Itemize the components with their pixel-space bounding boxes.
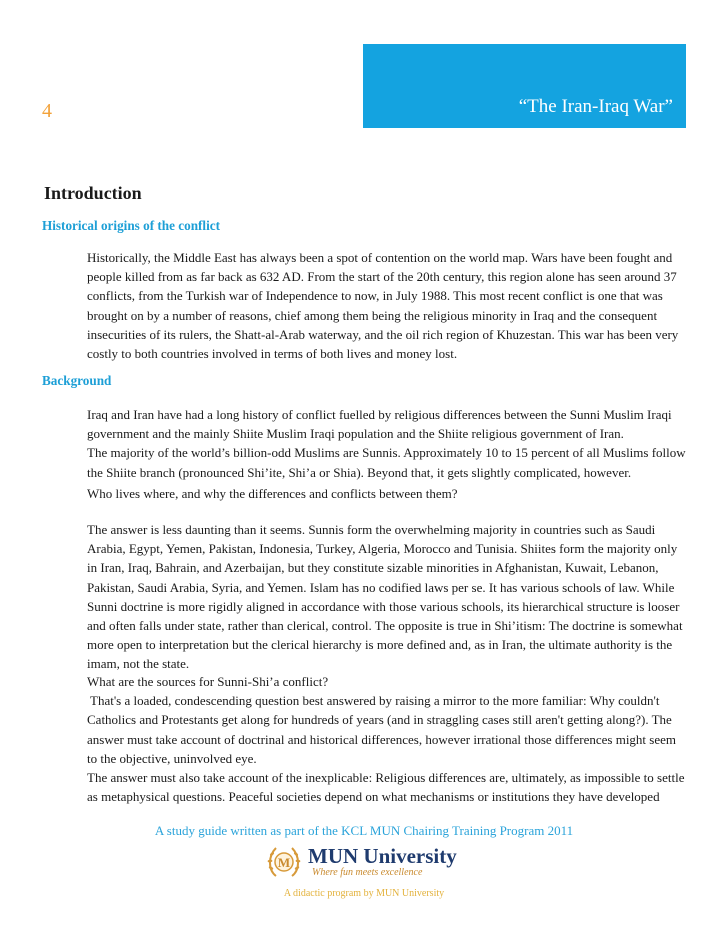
- text-line: Who lives where, and why the differences and conflicts between them?: [87, 486, 458, 501]
- text-line: in Iran, Iraq, Bahrain, and Azerbaijan, but they constitute sizable minorities in Afghanistan, Kuwait, Lebanon,: [87, 560, 659, 576]
- text-line: imam, not the state.: [87, 656, 190, 672]
- paragraph-historical-origins: [87, 248, 687, 363]
- text-line: brought on by a number of reasons, chief among them being the religious minority in Iraq and the consequent: [87, 307, 658, 323]
- footer-didactic-note: A didactic program by MUN University: [283, 888, 445, 899]
- text-line: people killed from as far back as 632 AD. From the start of the 20th century, this region alone has seen around 37: [87, 269, 677, 285]
- laurel-emblem-icon: [264, 842, 304, 882]
- text-line: Iraq and Iran have had a long history of conflict fuelled by religious differences between the Sunni Muslim Iraqi: [87, 407, 672, 422]
- text-line: Catholics and Protestants get along for hundreds of years (and in straggling cases still aren't getting along?). The: [87, 712, 672, 728]
- text-line: and often falls under state, rather than clerical, control. The opposite is true in Shi’itism: The doctrine is somewhat: [87, 618, 683, 634]
- text-line: conflicts, from the Turkish war of Independence to now, in July 1988. This most recent conflict is one that was: [87, 288, 663, 304]
- logo-letter: M: [277, 855, 291, 870]
- paragraph-background-2: [87, 484, 687, 503]
- text-line: government and the mainly Shiite Muslim Iraqi population and the Shiite religious government of Iran.: [87, 426, 624, 442]
- page-number: 4: [42, 100, 52, 122]
- text-line: That's a loaded, condescending question best answered by raising a mirror to the more familiar: Why couldn't: [87, 693, 660, 709]
- text-line: more open to interpretation but the clerical hierarchy is more defined and, as in Iran, the ultimate authority is the: [87, 637, 673, 653]
- text-line: the Shiite branch (pronounced Shi’ite, Shi’a or Shia). Beyond that, it gets slightly complicated, however.: [87, 464, 632, 480]
- paragraph-background-1: [87, 405, 687, 482]
- text-line: Sunni doctrine is more rigidly aligned in accordance with those various schools, its hierarchical structure is looser: [87, 598, 680, 614]
- footer-study-guide: A study guide written as part of the KCL MUN Chairing Training Program 2011: [154, 823, 574, 838]
- text-line: as metaphysical questions. Peaceful societies depend on what mechanisms or institutions they have developed: [87, 789, 660, 805]
- text-line: answer must take account of doctrinal and historical differences, however irrational those differences might seem: [87, 731, 676, 747]
- text-line: Historically, the Middle East has always been a spot of contention on the world map. Wars have been fought and: [87, 250, 673, 265]
- subheading-background: Background: [42, 373, 112, 388]
- text-line: What are the sources for Sunni-Shi’a conflict?: [87, 674, 329, 689]
- text-line: The majority of the world’s billion-odd Muslims are Sunnis. Approximately 10 to 15 percent of all Muslims follow: [87, 445, 686, 461]
- text-line: to the objective, uninvolved eye.: [87, 750, 257, 766]
- text-line: insecurities of its rulers, the Shatt-al-Arab waterway, and the oil rich region of Khuzestan. This war has been very: [87, 326, 679, 342]
- mun-university-logo: [262, 842, 462, 884]
- text-line: costly to both countries involved in terms of both lives and money lost.: [87, 346, 458, 362]
- text-line: Arabia, Egypt, Yemen, Pakistan, Indonesia, Turkey, Algeria, Morocco and Tunisia. Shiites form the majority only: [87, 541, 678, 557]
- text-line: Pakistan, Saudi Arabia, Syria, and Yemen. Islam has no codified laws per se. It has various schools of law. While: [87, 579, 675, 595]
- logo-brand-name: MUN University: [308, 844, 457, 868]
- text-line: The answer is less daunting than it seems. Sunnis form the overwhelming majority in countries such as Saudi: [87, 522, 656, 537]
- section-heading-introduction: Introduction: [44, 183, 142, 203]
- subheading-historical-origins: Historical origins of the conflict: [42, 218, 220, 233]
- logo-tagline: Where fun meets excellence: [312, 867, 423, 878]
- paragraph-background-4: [87, 672, 687, 768]
- paragraph-background-5: [87, 768, 687, 806]
- chapter-title: “The Iran-Iraq War”: [518, 96, 673, 117]
- text-line: The answer must also take account of the inexplicable: Religious differences are, ultimately, as impossible to settle: [87, 770, 685, 785]
- paragraph-background-3: [87, 520, 687, 674]
